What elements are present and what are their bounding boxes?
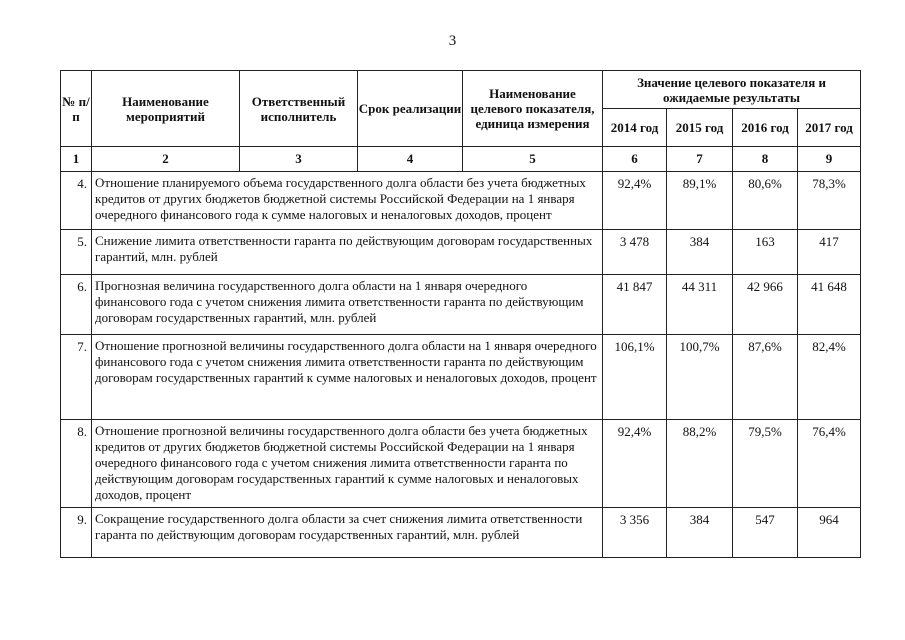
value-2014: 41 847: [603, 275, 667, 335]
value-2015: 89,1%: [667, 172, 733, 230]
table-row: [61, 420, 861, 508]
page-number: 3: [448, 33, 457, 49]
value-2015: 88,2%: [667, 420, 733, 508]
header-term: Срок реализации: [358, 71, 463, 147]
table-row: [61, 230, 861, 275]
header-year-2016: 2016 год: [733, 109, 798, 147]
row-number: 8.: [61, 420, 92, 508]
column-number: 5: [463, 147, 603, 172]
header-name: Наименование мероприятий: [92, 71, 240, 147]
header-year-2015: 2015 год: [667, 109, 733, 147]
value-2016: 547: [733, 508, 798, 558]
header-indicator: Наименование целевого показателя, единица измерения: [463, 71, 603, 147]
column-numbers-row: [61, 147, 861, 172]
value-2015: 384: [667, 508, 733, 558]
header-year-2014: 2014 год: [603, 109, 667, 147]
value-2016: 79,5%: [733, 420, 798, 508]
row-number: 6.: [61, 275, 92, 335]
table-row: [61, 335, 861, 420]
header-year-2017: 2017 год: [798, 109, 861, 147]
column-number: 9: [798, 147, 861, 172]
value-2014: 3 478: [603, 230, 667, 275]
value-2017: 417: [798, 230, 861, 275]
value-2016: 87,6%: [733, 335, 798, 420]
row-text: Прогнозная величина государственного долга области на 1 января очередного финансового года с учетом снижения лимита ответственности гаранта по действующим договорам государственных гарантий, млн. рублей: [92, 275, 603, 335]
column-number: 1: [61, 147, 92, 172]
header-values-group: Значение целевого показателя и ожидаемые результаты: [603, 71, 861, 109]
value-2014: 106,1%: [603, 335, 667, 420]
header-responsible: Ответственный исполнитель: [240, 71, 358, 147]
column-number: 6: [603, 147, 667, 172]
value-2017: 78,3%: [798, 172, 861, 230]
targets-table: [60, 70, 861, 558]
column-number: 4: [358, 147, 463, 172]
value-2016: 80,6%: [733, 172, 798, 230]
row-number: 5.: [61, 230, 92, 275]
value-2015: 384: [667, 230, 733, 275]
table-row: [61, 275, 861, 335]
value-2017: 76,4%: [798, 420, 861, 508]
row-number: 7.: [61, 335, 92, 420]
table-row: [61, 508, 861, 558]
row-text: Снижение лимита ответственности гаранта по действующим договорам государственных гарантий, млн. рублей: [92, 230, 603, 275]
row-number: 4.: [61, 172, 92, 230]
value-2015: 100,7%: [667, 335, 733, 420]
row-text: Отношение прогнозной величины государственного долга области без учета бюджетных кредитов от других бюджетов бюджетной системы Российской Федерации на 1 января очередного финансового года с учетом снижения лимита ответственности гаранта по действующим договорам государственных гарантий к сумме налоговых и неналоговых доходов, процент: [92, 420, 603, 508]
header-num: № п/п: [61, 71, 92, 147]
column-number: 7: [667, 147, 733, 172]
value-2014: 3 356: [603, 508, 667, 558]
value-2017: 41 648: [798, 275, 861, 335]
value-2014: 92,4%: [603, 172, 667, 230]
row-text: Отношение прогнозной величины государственного долга области на 1 января очередного финансового года с учетом снижения лимита ответственности гаранта по действующим договорам государственных гарантий к сумме налоговых и неналоговых доходов, процент: [92, 335, 603, 420]
value-2016: 163: [733, 230, 798, 275]
row-text: Сокращение государственного долга области за счет снижения лимита ответственности гаранта по действующим договорам государственных гарантий, млн. рублей: [92, 508, 603, 558]
row-text: Отношение планируемого объема государственного долга области без учета бюджетных кредитов от других бюджетов бюджетной системы Российской Федерации на 1 января очередного финансового года к сумме налоговых и неналоговых доходов, процент: [92, 172, 603, 230]
row-number: 9.: [61, 508, 92, 558]
table-row: [61, 172, 861, 230]
column-number: 8: [733, 147, 798, 172]
column-number: 2: [92, 147, 240, 172]
value-2014: 92,4%: [603, 420, 667, 508]
value-2017: 964: [798, 508, 861, 558]
value-2017: 82,4%: [798, 335, 861, 420]
column-number: 3: [240, 147, 358, 172]
value-2016: 42 966: [733, 275, 798, 335]
value-2015: 44 311: [667, 275, 733, 335]
